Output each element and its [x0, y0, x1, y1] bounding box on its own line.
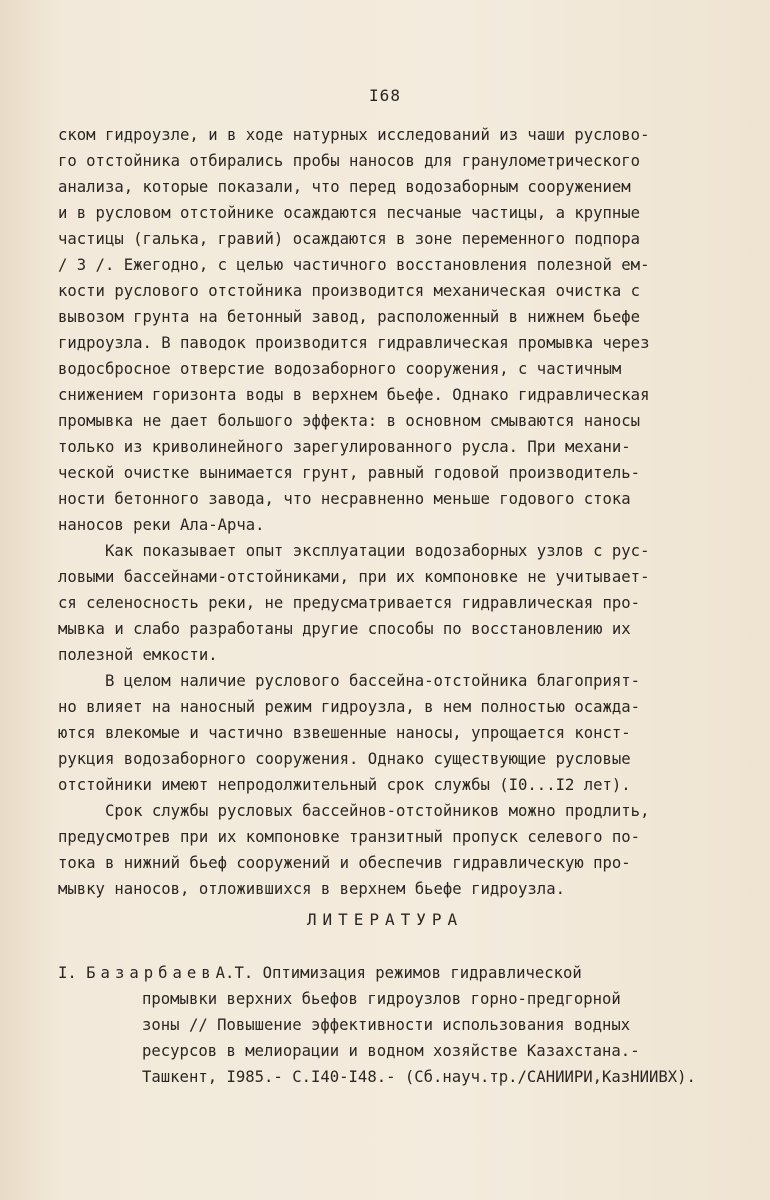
text-line: Как показывает опыт эксплуатации водозаборных узлов с рус-: [58, 542, 650, 560]
text-line: только из криволинейного зарегулированного русла. При механи-: [58, 438, 631, 456]
text-line: мывка и слабо разработаны другие способы по восстановлению их: [58, 620, 631, 638]
text-line: ются влекомые и частично взвешенные наносы, упрощается конст-: [58, 724, 631, 742]
reference-line: ресурсов в мелиорации и водном хозяйстве Казахстана.-: [142, 1042, 640, 1060]
text-line: снижением горизонта воды в верхнем бьефе. Однако гидравлическая: [58, 386, 650, 404]
text-line: ловыми бассейнами-отстойниками, при их компоновке не учитывает-: [58, 568, 650, 586]
text-line: гидроузла. В паводок производится гидравлическая промывка через: [58, 334, 650, 352]
text-line: полезной емкости.: [58, 646, 218, 664]
text-line: наносов реки Ала-Арча.: [58, 516, 265, 534]
text-line: кости руслового отстойника производится механическая очистка с: [58, 282, 641, 300]
text-line: но влияет на наносный режим гидроузла, в нем полностью осажда-: [58, 698, 641, 716]
text-line: предусмотрев при их компоновке транзитный пропуск селевого по-: [58, 828, 641, 846]
reference-title: Оптимизация режимов гидравлической: [262, 964, 582, 982]
references-heading: ЛИТЕРАТУРА: [306, 910, 464, 929]
text-line: го отстойника отбирались пробы наносов для гранулометрического: [58, 152, 641, 170]
body-text: [58, 122, 718, 902]
text-line: ся селеносность реки, не предусматривается гидравлическая про-: [58, 594, 641, 612]
page-number: I68: [369, 86, 401, 105]
text-line: ческой очистке вынимается грунт, равный годовой производитель-: [58, 464, 641, 482]
text-line: ности бетонного завода, что несравненно меньше годового стока: [58, 490, 631, 508]
text-line: промывка не дает большого эффекта: в основном смываются наносы: [58, 412, 641, 430]
reference-initials: А.Т.: [215, 964, 254, 982]
paragraph: [58, 798, 718, 902]
paragraph: [58, 122, 718, 538]
text-line: Срок службы русловых бассейнов-отстойников можно продлить,: [58, 802, 650, 820]
text-line: водосбросное отверстие водозаборного сооружения, с частичным: [58, 360, 622, 378]
reference-line: Ташкент, I985.- С.I40-I48.- (Сб.науч.тр./САНИИРИ,КазНИИВХ).: [142, 1068, 696, 1086]
paragraph: [58, 668, 718, 798]
text-line: и в русловом отстойнике осаждаются песчаные частицы, а крупные: [58, 204, 641, 222]
text-line: В целом наличие руслового бассейна-отстойника благоприят-: [58, 672, 641, 690]
text-line: отстойники имеют непродолжительный срок службы (I0...I2 лет).: [58, 776, 631, 794]
text-line: вывозом грунта на бетонный завод, расположенный в нижнем бьефе: [58, 308, 641, 326]
paragraph: [58, 538, 718, 668]
reference-item: [58, 960, 748, 1090]
reference-line: зоны // Повышение эффективности использования водных: [142, 1016, 631, 1034]
reference-line: промывки верхних бьефов гидроузлов горно-предгорной: [142, 990, 621, 1008]
text-line: / 3 /. Ежегодно, с целью частичного восстановления полезной ем-: [58, 256, 650, 274]
reference-list: [58, 960, 748, 1090]
reference-first-line: [58, 960, 748, 986]
text-line: тока в нижний бьеф сооружений и обеспечив гидравлическую про-: [58, 854, 631, 872]
reference-number: I.: [58, 964, 77, 982]
text-line: ском гидроузле, и в ходе натурных исследований из чаши руслово-: [58, 126, 650, 144]
text-line: анализа, которые показали, что перед водозаборным сооружением: [58, 178, 631, 196]
text-line: рукция водозаборного сооружения. Однако существующие русловые: [58, 750, 631, 768]
reference-author: Базарбаев: [86, 964, 216, 982]
text-line: мывку наносов, отложившихся в верхнем бьефе гидроузла.: [58, 880, 565, 898]
text-line: частицы (галька, гравий) осаждаются в зоне переменного подпора: [58, 230, 641, 248]
